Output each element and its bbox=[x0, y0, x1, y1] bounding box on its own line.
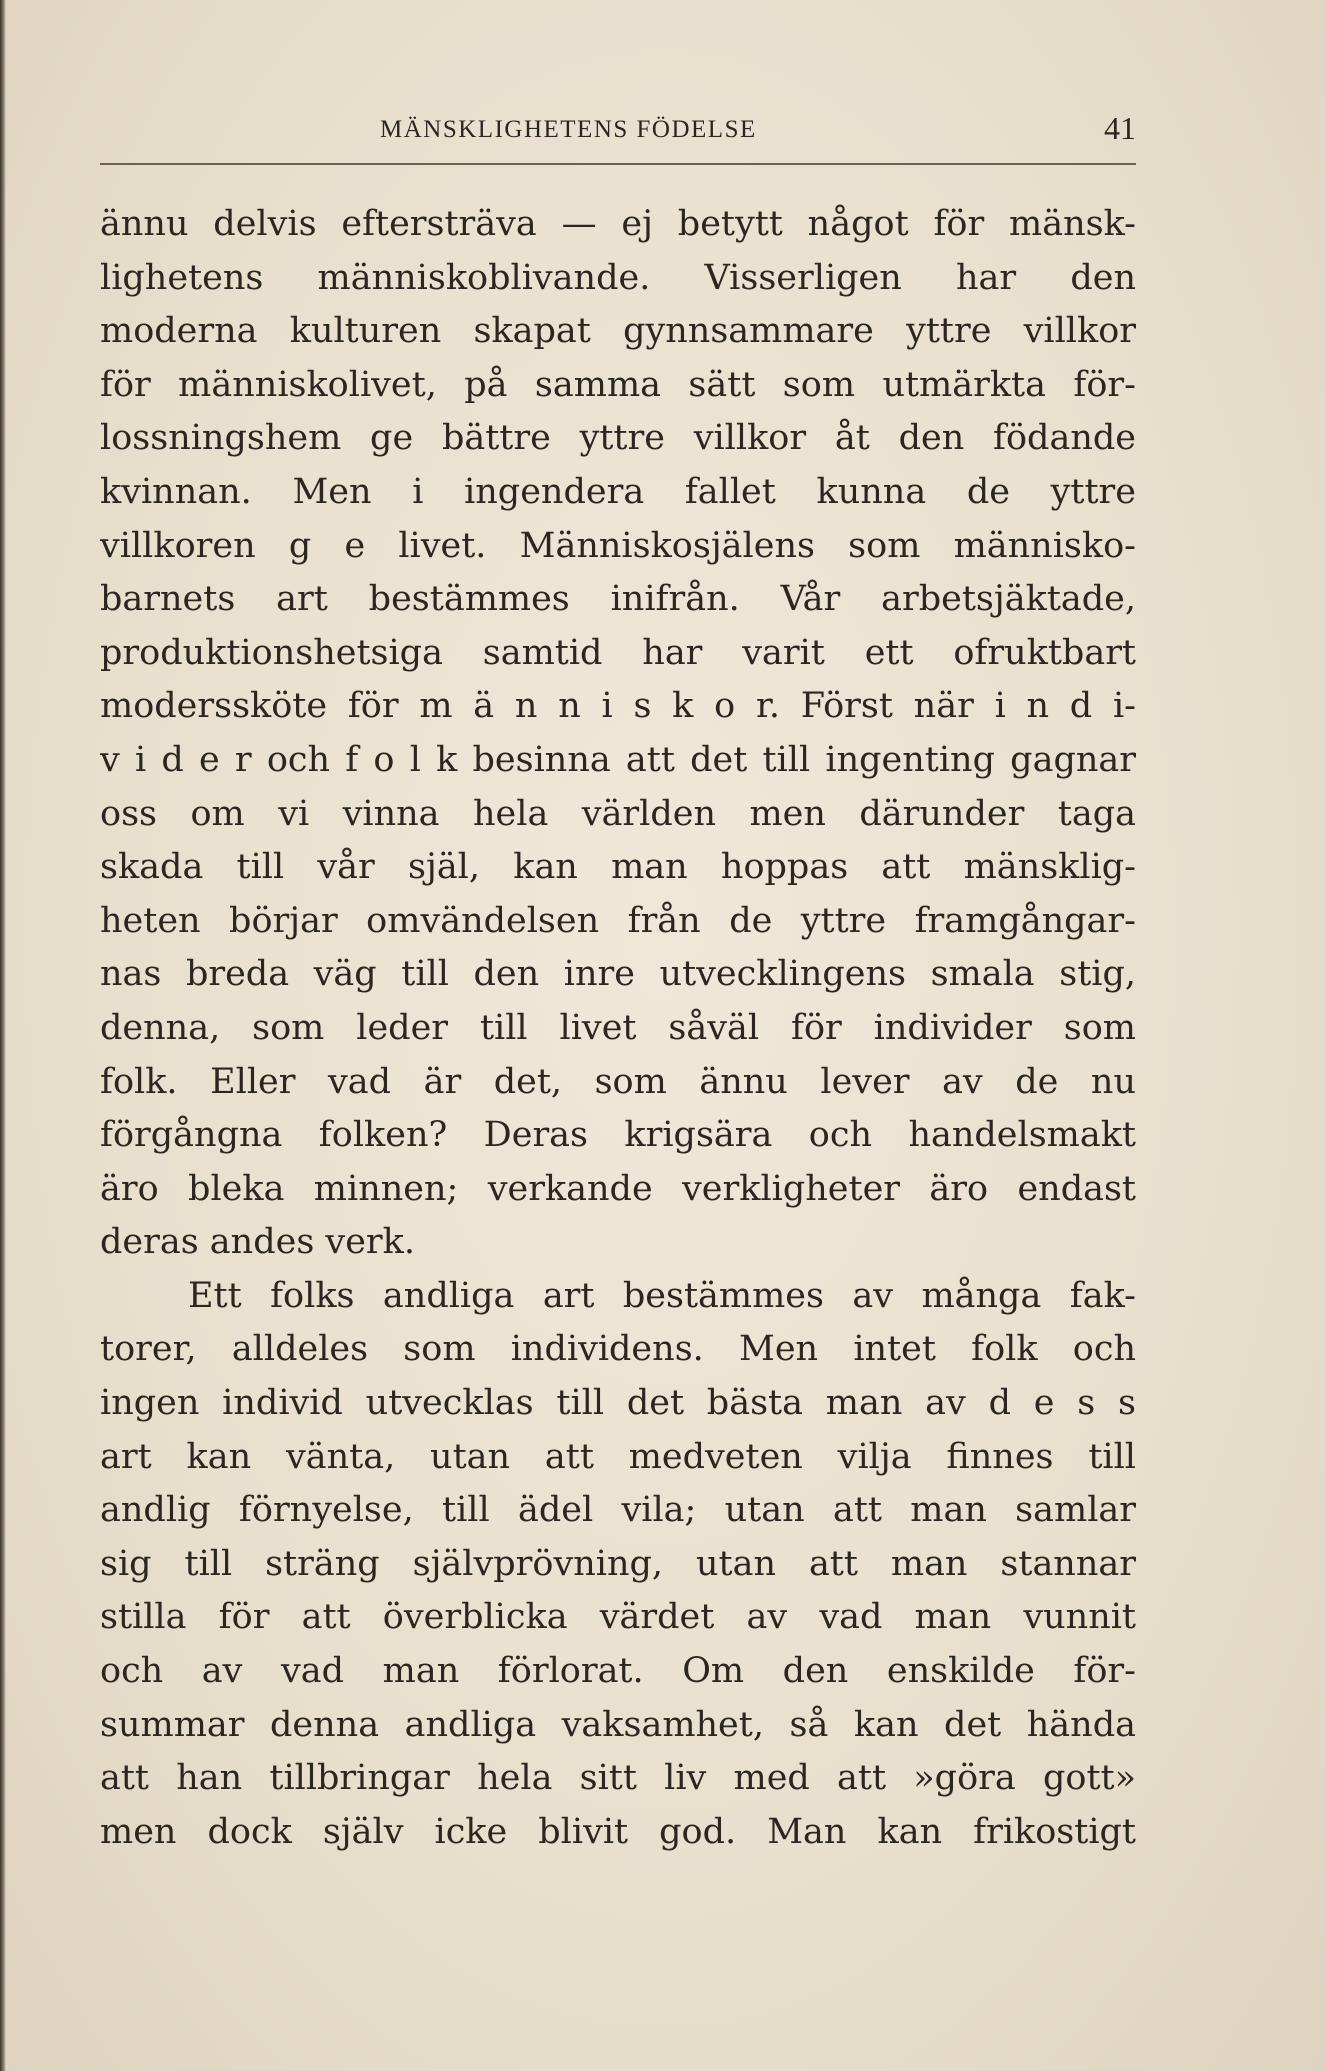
text-line: deras andes verk. bbox=[100, 1222, 415, 1263]
text-line: ingen individ utvecklas till det bästa man av d e s s bbox=[100, 1383, 1136, 1424]
text-line: art kan vänta, utan att medveten vilja finnes till bbox=[100, 1436, 1136, 1477]
page-binding-edge bbox=[0, 0, 6, 2071]
text-line: folk. Eller vad är det, som ännu lever av de nu bbox=[100, 1061, 1136, 1102]
text-line: moderna kulturen skapat gynnsammare yttre villkor bbox=[100, 311, 1136, 352]
text-line: v i d e r och f o l k besinna att det till ingenting gagnar bbox=[100, 739, 1136, 780]
text-line: denna, som leder till livet såväl för individer som bbox=[100, 1007, 1136, 1048]
text-line: villkoren g e livet. Människosjälens som människo- bbox=[100, 525, 1136, 566]
text-line: barnets art bestämmes inifrån. Vår arbetsjäktade, bbox=[100, 579, 1136, 620]
book-page bbox=[100, 0, 1136, 2071]
running-title: MÄNSKLIGHETENS FÖDELSE bbox=[380, 116, 757, 143]
text-line: att han tillbringar hela sitt liv med att »göra gott» bbox=[100, 1758, 1136, 1799]
text-line: men dock själv icke blivit god. Man kan frikostigt bbox=[100, 1811, 1136, 1852]
text-line: lossningshem ge bättre yttre villkor åt den födande bbox=[100, 418, 1136, 459]
text-line: andlig förnyelse, till ädel vila; utan att man samlar bbox=[100, 1490, 1136, 1531]
text-line: summar denna andliga vaksamhet, så kan det hända bbox=[100, 1704, 1136, 1745]
text-line: sig till sträng självprövning, utan att man stannar bbox=[100, 1543, 1136, 1584]
text-line: kvinnan. Men i ingendera fallet kunna de yttre bbox=[100, 471, 1136, 512]
text-line: oss om vi vinna hela världen men därunder taga bbox=[100, 793, 1136, 834]
running-head bbox=[100, 110, 1136, 154]
body-text bbox=[100, 198, 1136, 1859]
text-line: för människolivet, på samma sätt som utmärkta för- bbox=[100, 364, 1136, 405]
text-line: ännu delvis eftersträva — ej betytt något för mänsk- bbox=[100, 204, 1136, 244]
text-line: stilla för att överblicka värdet av vad man vunnit bbox=[100, 1597, 1136, 1638]
text-line: och av vad man förlorat. Om den enskilde för- bbox=[100, 1651, 1136, 1692]
text-line: skada till vår själ, kan man hoppas att mänsklig- bbox=[100, 847, 1136, 888]
text-line: heten börjar omvändelsen från de yttre framgångar- bbox=[100, 900, 1136, 941]
text-line: nas breda väg till den inre utvecklingens smala stig, bbox=[100, 954, 1136, 995]
paragraph bbox=[100, 198, 1136, 1270]
text-line: torer, alldeles som individens. Men intet folk och bbox=[100, 1329, 1136, 1370]
paragraph bbox=[100, 1270, 1136, 1860]
text-line: produktionshetsiga samtid har varit ett ofruktbart bbox=[100, 632, 1136, 673]
text-line: Ett folks andliga art bestämmes av många fak- bbox=[188, 1275, 1136, 1316]
text-line: äro bleka minnen; verkande verkligheter äro endast bbox=[100, 1168, 1136, 1209]
text-line: moderssköte för m ä n n i s k o r. Först när i n d i- bbox=[100, 686, 1136, 727]
text-line: lighetens människoblivande. Visserligen har den bbox=[100, 257, 1136, 298]
header-rule bbox=[100, 163, 1136, 165]
text-line: förgångna folken? Deras krigsära och handelsmakt bbox=[100, 1115, 1136, 1156]
page-number: 41 bbox=[1104, 110, 1136, 146]
